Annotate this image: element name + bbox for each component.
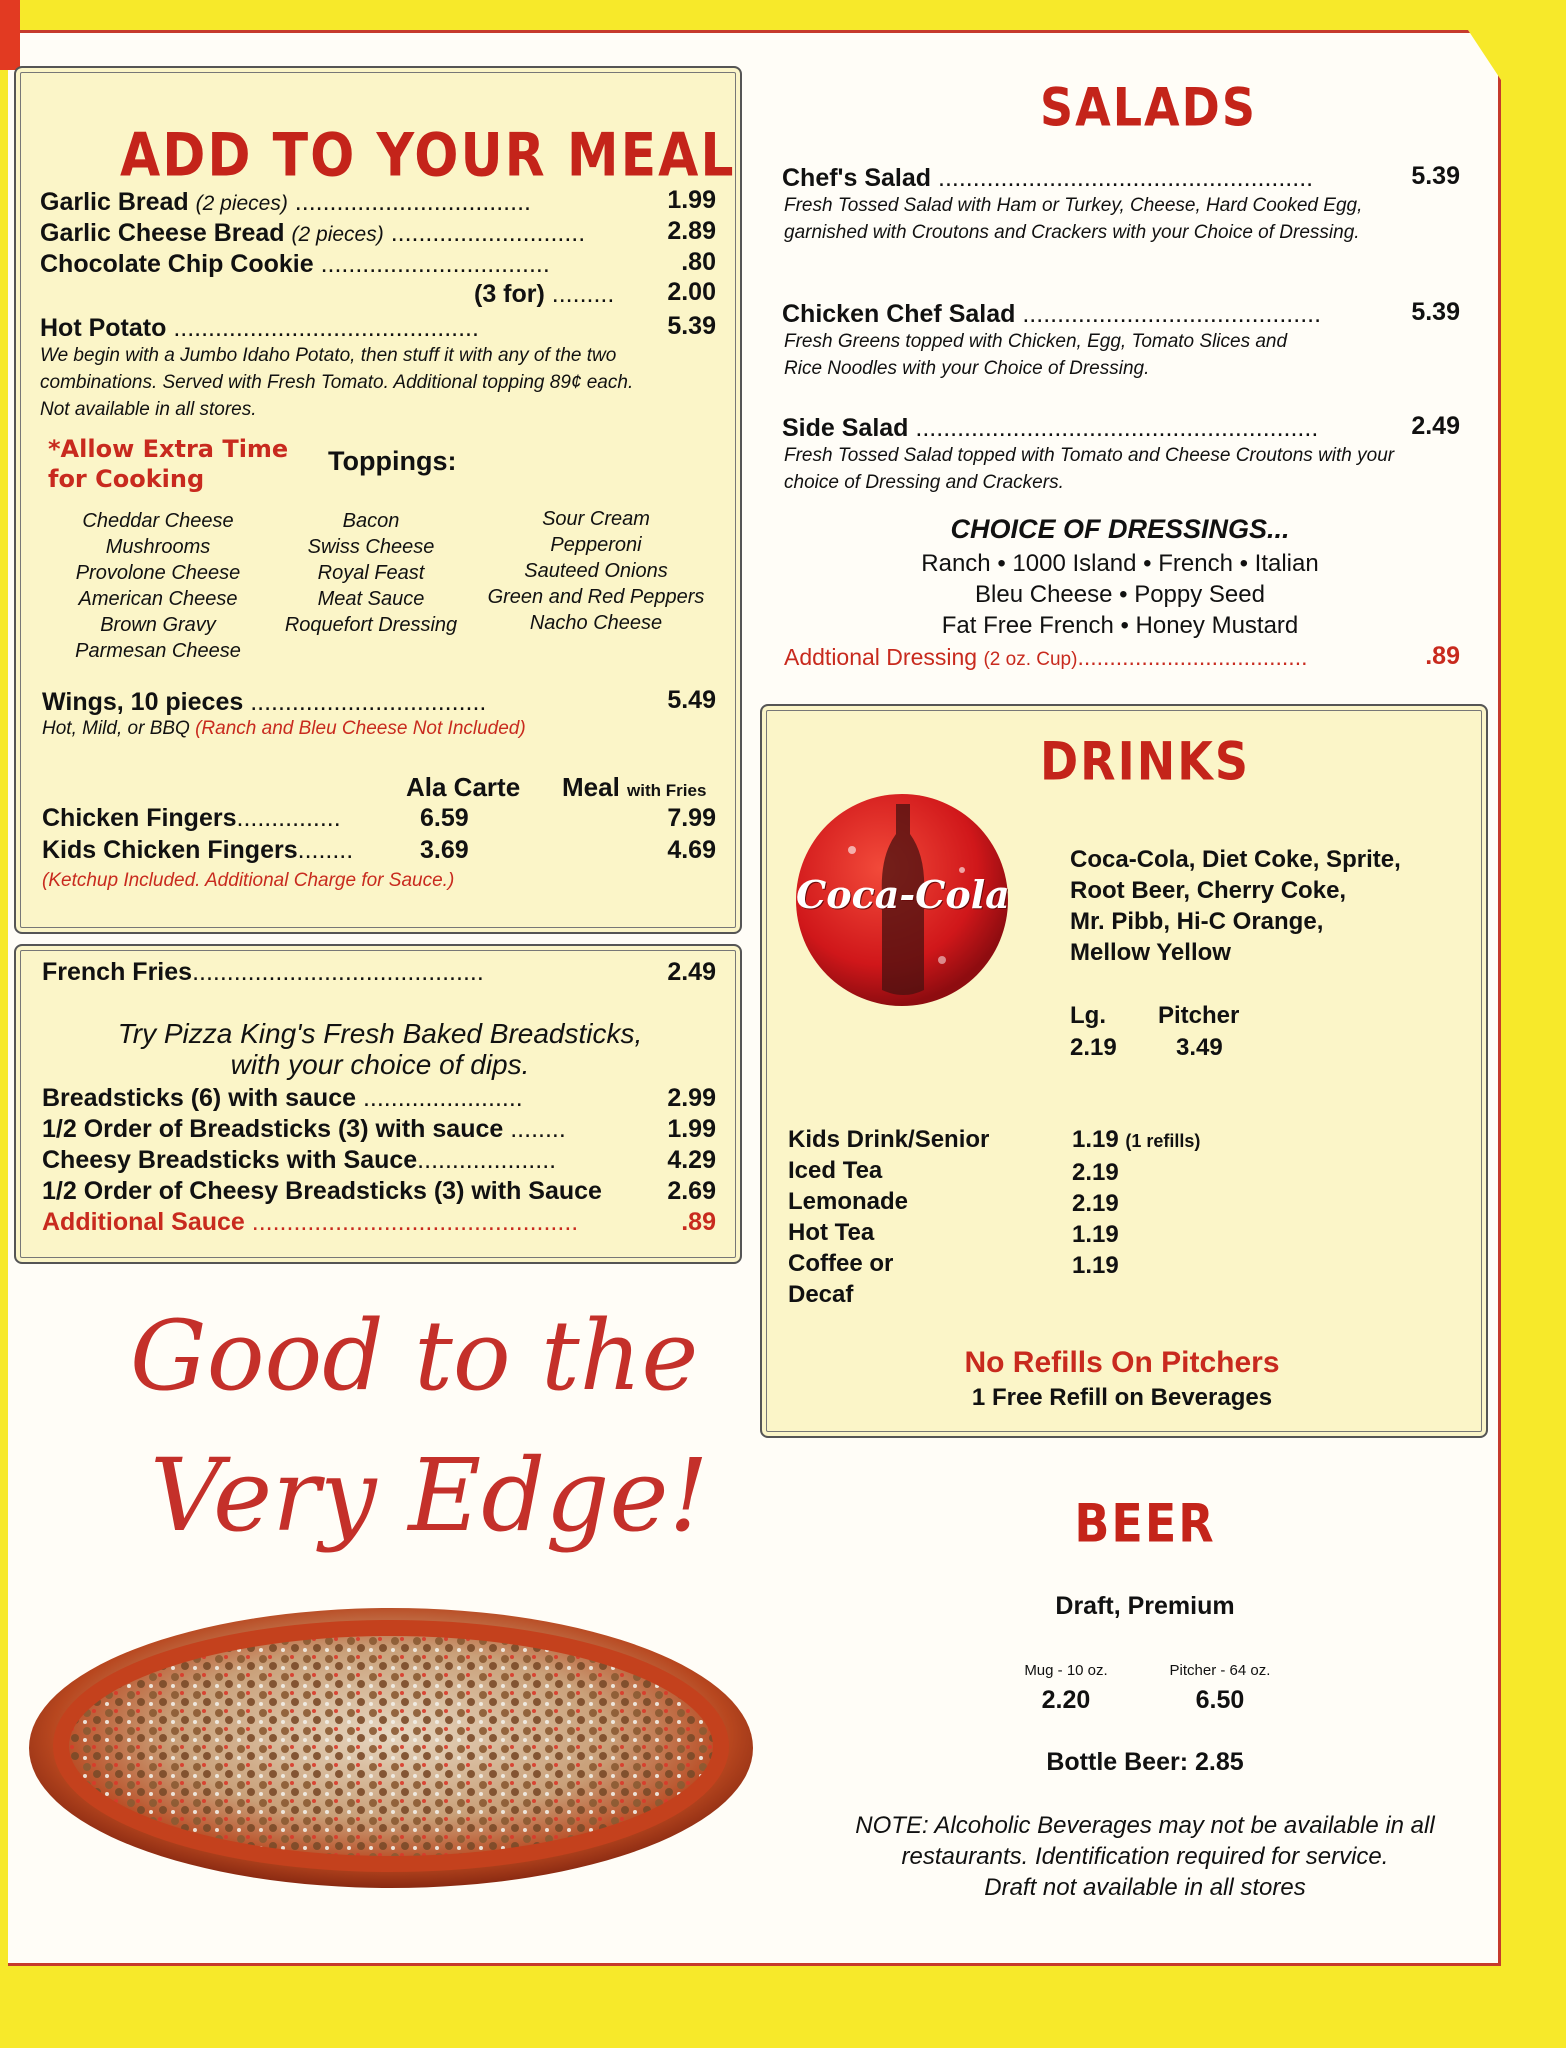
item-name: Chocolate Chip Cookie bbox=[40, 250, 314, 278]
item-name: Chicken Chef Salad bbox=[782, 300, 1016, 328]
meal-label: Meal bbox=[562, 772, 620, 802]
dot-leader: .......................................................... bbox=[915, 414, 1319, 442]
drink-names bbox=[788, 1124, 989, 1310]
dot-leader: .................................. bbox=[250, 688, 487, 716]
beer-draft: Draft, Premium bbox=[1055, 1592, 1235, 1620]
toppings-column bbox=[52, 508, 264, 664]
drink-name: Kids Drink/Senior bbox=[788, 1126, 990, 1153]
dot-leader: ........ bbox=[297, 836, 354, 864]
item-description: We begin with a Jumbo Idaho Potato, then stuff it with any of the two combinations. Served with Fresh Tomato. Additional topping 89¢ each. Not available in all stores. bbox=[40, 345, 634, 420]
pitcher-price: 3.49 bbox=[1176, 1034, 1223, 1061]
item-name: Kids Chicken Fingers bbox=[42, 836, 298, 864]
wings-flavors: Hot, Mild, or BBQ bbox=[42, 718, 190, 739]
soda-line: Coca-Cola, Diet Coke, Sprite, bbox=[1070, 846, 1401, 873]
topping: Brown Gravy bbox=[100, 614, 216, 636]
dot-leader: ............................................... bbox=[251, 1208, 579, 1236]
breadsticks-promo bbox=[40, 1018, 720, 1080]
menu-item bbox=[40, 219, 640, 248]
menu-item bbox=[474, 280, 614, 309]
topping: Parmesan Cheese bbox=[75, 640, 241, 662]
item-price: 5.39 bbox=[667, 312, 716, 340]
item-name: Hot Potato bbox=[40, 314, 167, 342]
item-price: .80 bbox=[681, 248, 716, 276]
with-fries-label: with Fries bbox=[627, 781, 707, 800]
dressing-line: Fat Free French • Honey Mustard bbox=[941, 612, 1299, 639]
item-name: Breadsticks (6) with sauce bbox=[42, 1084, 357, 1112]
item-price: 5.49 bbox=[667, 686, 716, 714]
topping: Pepperoni bbox=[550, 534, 642, 556]
extra-time-note: *Allow Extra Time for Cooking bbox=[48, 435, 289, 493]
item-name: Cheesy Breadsticks with Sauce bbox=[42, 1146, 418, 1174]
item-note: (2 pieces) bbox=[291, 223, 384, 246]
menu-item bbox=[42, 688, 642, 717]
topping: Sauteed Onions bbox=[524, 560, 668, 582]
topping: Royal Feast bbox=[317, 562, 425, 584]
item-price: 2.00 bbox=[667, 278, 716, 306]
topping: Roquefort Dressing bbox=[284, 614, 458, 636]
refill-note: (1 refills) bbox=[1125, 1131, 1201, 1151]
drink-prices bbox=[1072, 1124, 1200, 1281]
dot-leader: .................... bbox=[417, 1146, 557, 1174]
bottle-beer: Bottle Beer: 2.85 bbox=[1046, 1748, 1244, 1776]
dressing-line: Ranch • 1000 Island • French • Italian bbox=[921, 550, 1319, 577]
menu-item bbox=[42, 1146, 556, 1175]
item-name: 1/2 Order of Breadsticks (3) with sauce bbox=[42, 1115, 504, 1143]
dot-leader: .................................... bbox=[1077, 644, 1308, 670]
item-name: 1/2 Order of Cheesy Breadsticks (3) with Sauce bbox=[42, 1177, 602, 1205]
dot-leader: ............... bbox=[236, 804, 341, 832]
topping: American Cheese bbox=[78, 588, 238, 610]
item-name: Wings, 10 pieces bbox=[42, 688, 244, 716]
menu-item bbox=[40, 188, 640, 217]
dot-leader: ................................. bbox=[320, 250, 550, 278]
item-name: (3 for) bbox=[474, 280, 545, 308]
salads-title: SALADS bbox=[1040, 75, 1257, 139]
note-line: restaurants. Identification required for service. bbox=[901, 1843, 1389, 1870]
menu-item bbox=[782, 164, 1313, 193]
menu-item bbox=[42, 1177, 602, 1206]
pitcher-header: Pitcher bbox=[1158, 1002, 1240, 1029]
item-name: Garlic Bread bbox=[40, 188, 189, 216]
promo-line: with your choice of dips. bbox=[230, 1049, 530, 1080]
topping: Meat Sauce bbox=[317, 588, 425, 610]
ala-carte-price: 6.59 bbox=[420, 804, 469, 832]
add-to-meal-title: ADD TO YOUR MEAL bbox=[120, 121, 736, 191]
item-name: Additional Sauce bbox=[42, 1208, 245, 1236]
drink-price: 2.19 bbox=[1072, 1190, 1119, 1217]
topping: Nacho Cheese bbox=[529, 612, 663, 634]
beer-note bbox=[760, 1810, 1530, 1903]
topping: Provolone Cheese bbox=[75, 562, 241, 584]
item-price: 1.99 bbox=[667, 1115, 716, 1143]
soda-line: Root Beer, Cherry Coke, bbox=[1070, 877, 1347, 904]
dressings-list bbox=[780, 548, 1460, 641]
item-name: Chicken Fingers bbox=[42, 804, 237, 832]
item-name: Side Salad bbox=[782, 414, 909, 442]
drink-name: Coffee or bbox=[788, 1250, 894, 1277]
drink-name: Lemonade bbox=[788, 1188, 909, 1215]
toppings-label: Toppings: bbox=[328, 446, 457, 476]
ala-carte-price: 3.69 bbox=[420, 836, 469, 864]
item-price: 2.49 bbox=[1411, 412, 1460, 440]
item-price: .89 bbox=[1425, 642, 1460, 670]
meal-header bbox=[562, 772, 706, 803]
menu-item bbox=[42, 1115, 566, 1144]
mug-price: 2.20 bbox=[1041, 1686, 1091, 1714]
ketchup-note: (Ketchup Included. Additional Charge for Sauce.) bbox=[42, 870, 455, 891]
meal-price: 7.99 bbox=[667, 804, 716, 832]
drink-name: Hot Tea bbox=[788, 1219, 875, 1246]
topping: Mushrooms bbox=[105, 536, 211, 558]
drink-price: 1.19 bbox=[1072, 1221, 1119, 1248]
note-line: Draft not available in all stores bbox=[984, 1874, 1306, 1901]
menu-item bbox=[782, 300, 1321, 329]
drink-name: Iced Tea bbox=[788, 1157, 883, 1184]
soda-line: Mr. Pibb, Hi-C Orange, bbox=[1070, 908, 1324, 935]
lg-header: Lg. bbox=[1070, 1002, 1106, 1029]
menu-item bbox=[40, 250, 640, 279]
item-name: Garlic Cheese Bread bbox=[40, 219, 285, 247]
slogan-line: Very Edge! bbox=[150, 1437, 709, 1554]
menu-item bbox=[40, 314, 640, 343]
item-price: 5.39 bbox=[1411, 298, 1460, 326]
dot-leader: ............................................ bbox=[173, 314, 479, 342]
pizza-image bbox=[16, 1600, 756, 1892]
drink-price: 1.19 bbox=[1072, 1252, 1119, 1279]
beer-title: BEER bbox=[1074, 1491, 1216, 1555]
dot-leader: .................................. bbox=[294, 188, 531, 216]
item-price: 2.99 bbox=[667, 1084, 716, 1112]
item-name: French Fries bbox=[42, 958, 193, 986]
menu-item bbox=[42, 836, 353, 865]
dressings-title: CHOICE OF DRESSINGS... bbox=[950, 514, 1290, 544]
menu-item bbox=[42, 958, 484, 987]
note-line: NOTE: Alcoholic Beverages may not be available in all bbox=[855, 1812, 1435, 1839]
no-refills-note: No Refills On Pitchers bbox=[964, 1346, 1280, 1379]
item-price: 1.99 bbox=[667, 186, 716, 214]
topping: Bacon bbox=[342, 510, 400, 532]
lg-price: 2.19 bbox=[1070, 1034, 1117, 1061]
item-price: 2.69 bbox=[667, 1177, 716, 1205]
dot-leader: .......................................... bbox=[192, 958, 484, 986]
item-name: Addtional Dressing bbox=[784, 644, 978, 670]
drinks-title: DRINKS bbox=[1040, 729, 1250, 793]
item-price: 5.39 bbox=[1411, 162, 1460, 190]
slogan-line: Good to the bbox=[130, 1300, 699, 1412]
item-note: (2 pieces) bbox=[195, 192, 288, 215]
mug-label: Mug - 10 oz. bbox=[1024, 1662, 1108, 1679]
item-description bbox=[42, 718, 526, 740]
item-price: 2.49 bbox=[667, 958, 716, 986]
drink-price: 2.19 bbox=[1072, 1159, 1119, 1186]
item-price: .89 bbox=[681, 1208, 716, 1236]
ala-carte-header: Ala Carte bbox=[406, 772, 521, 802]
soda-line: Mellow Yellow bbox=[1070, 939, 1231, 966]
item-price: 2.89 bbox=[667, 217, 716, 245]
item-name: Chef's Salad bbox=[782, 164, 932, 192]
item-price: 4.29 bbox=[667, 1146, 716, 1174]
beer-pitcher-label: Pitcher - 64 oz. bbox=[1169, 1662, 1271, 1679]
corner-accent bbox=[0, 0, 20, 70]
meal-price: 4.69 bbox=[667, 836, 716, 864]
item-note: (2 oz. Cup) bbox=[983, 649, 1078, 670]
topping: Green and Red Peppers bbox=[487, 586, 705, 608]
dot-leader: ...................................................... bbox=[938, 164, 1314, 192]
promo-line: Try Pizza King's Fresh Baked Breadsticks, bbox=[117, 1018, 643, 1049]
dot-leader: ........ bbox=[510, 1115, 566, 1143]
menu-item bbox=[42, 1208, 578, 1237]
free-refill-note: 1 Free Refill on Beverages bbox=[971, 1384, 1273, 1411]
drink-name: Decaf bbox=[788, 1281, 854, 1308]
additional-dressing bbox=[784, 644, 1307, 671]
topping: Sour Cream bbox=[542, 508, 650, 530]
soda-list bbox=[1070, 844, 1401, 968]
beer-pitcher-price: 6.50 bbox=[1195, 1686, 1245, 1714]
item-description: Fresh Greens topped with Chicken, Egg, Tomato Slices and Rice Noodles with your Choice of Dressing. bbox=[784, 331, 1288, 379]
menu-item bbox=[42, 804, 341, 833]
topping: Swiss Cheese bbox=[307, 536, 435, 558]
dot-leader: ............................ bbox=[390, 219, 586, 247]
topping: Cheddar Cheese bbox=[82, 510, 234, 532]
menu-item bbox=[782, 414, 1318, 443]
drink-price: 1.19 (1 refills) bbox=[1072, 1126, 1201, 1153]
dot-leader: ....................... bbox=[362, 1084, 523, 1112]
menu-item bbox=[42, 1084, 523, 1113]
toppings-column bbox=[268, 508, 474, 638]
toppings-column bbox=[476, 506, 716, 636]
wings-note: (Ranch and Bleu Cheese Not Included) bbox=[195, 718, 526, 739]
dot-leader: ......... bbox=[551, 280, 615, 308]
dot-leader: ........................................... bbox=[1022, 300, 1322, 328]
dressing-line: Bleu Cheese • Poppy Seed bbox=[975, 581, 1265, 608]
item-description: Fresh Tossed Salad topped with Tomato and Cheese Croutons with your choice of Dressing and Crackers. bbox=[784, 445, 1395, 493]
coca-cola-wordmark: Coca-Cola bbox=[796, 872, 1010, 917]
item-description: Fresh Tossed Salad with Ham or Turkey, Cheese, Hard Cooked Egg, garnished with Croutons and Crackers with your Choice of Dressing. bbox=[784, 195, 1363, 243]
